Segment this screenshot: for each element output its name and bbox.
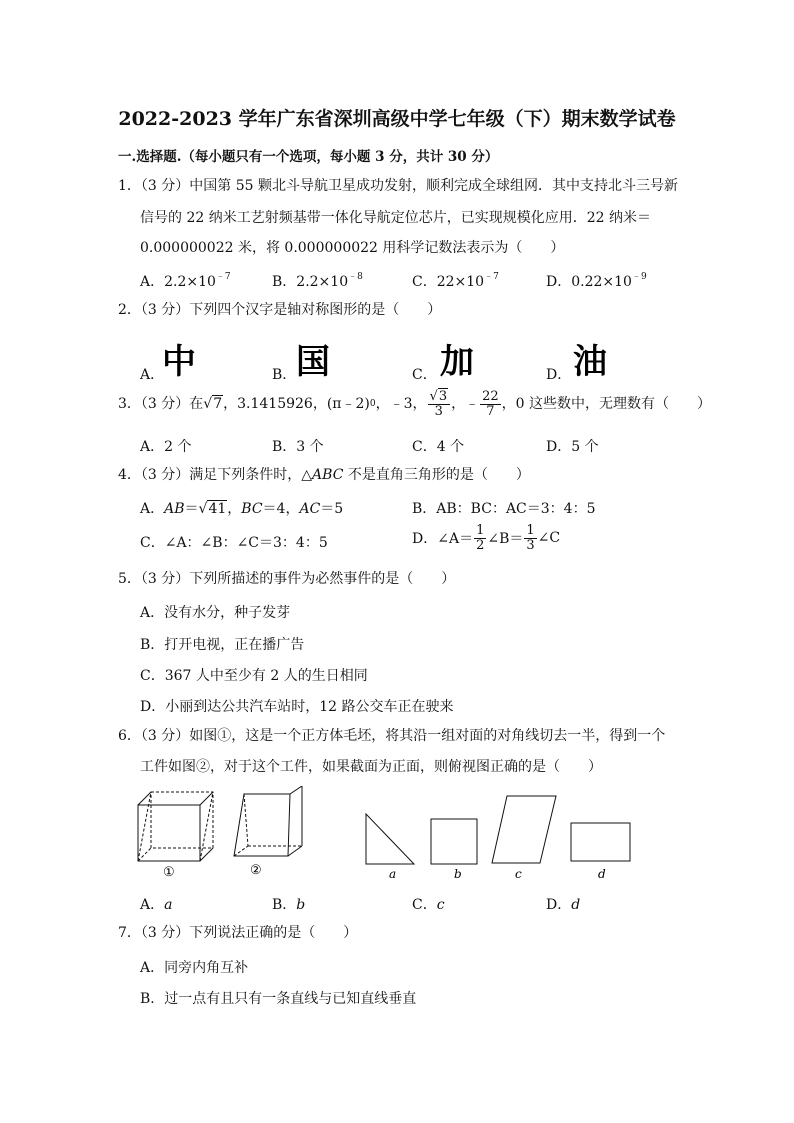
q2-option-a-letter: A． xyxy=(140,367,165,383)
q5-option-b: B．打开电视，正在播广告 xyxy=(140,637,305,653)
q1-option-a: A．$2.2\times 10^{﹣7}$ xyxy=(140,272,231,290)
q2-option-d-letter: D． xyxy=(546,367,572,383)
q1-line3: 0.000000022 米，将 0.000000022 用科学记数法表示为（ ） xyxy=(140,240,565,256)
q3-option-c: C．4 个 xyxy=(412,439,465,455)
q2-stem: 2．（3 分）下列四个汉字是轴对称图形的是（ ） xyxy=(118,302,442,318)
q6-option-c: C．c xyxy=(412,897,445,913)
q6-figures xyxy=(130,786,650,884)
q3-stem: 3．（3 分）在 √7 ，3.1415926，(π﹣2) 0 ，﹣3， $\frac{√3}{3}$ ，﹣ $\frac{22}{7}$ ，0 这些数中，无理数有（ ） xyxy=(118,389,711,419)
q5-option-c: C．367 人中至少有 2 人的生日相同 xyxy=(140,668,368,684)
q6-line1: 6．（3 分）如图①，这是一个正方体毛坯，将其沿一组对面的对角线切去一半，得到一个 xyxy=(118,728,666,744)
q1-option-c: C．$22\times 10^{﹣7}$ xyxy=(412,272,499,290)
q4-option-b: B．AB：BC：AC＝3：4：5 xyxy=(412,501,596,517)
q4-stem: 4．（3 分）满足下列条件时，△ABC 不是直角三角形的是（ ） xyxy=(118,467,530,483)
q2-char-you: 油 xyxy=(573,342,607,382)
q1-option-d: D．$0.22\times 10^{﹣9}$ xyxy=(546,272,647,290)
q2-char-jia: 加 xyxy=(440,342,474,382)
view-d-rectangle xyxy=(571,823,630,861)
q5-option-d: D．小丽到达公共汽车站时，12 路公交车正在驶来 xyxy=(140,699,454,715)
view-c-parallelogram xyxy=(492,796,556,863)
q2-option-c-letter: C． xyxy=(412,367,437,383)
cube-figure xyxy=(138,792,213,861)
q7-option-b: B．过一点有且只有一条直线与已知直线垂直 xyxy=(140,991,417,1007)
fig-c-label: c xyxy=(515,867,522,881)
q2-char-zhong: 中 xyxy=(162,342,196,382)
page-title: 2022-2023 学年广东省深圳高级中学七年级（下）期末数学试卷 xyxy=(118,108,676,130)
fig-b-label: b xyxy=(454,867,462,881)
section-heading: 一.选择题.（每小题只有一个选项，每小题 3 分，共计 30 分） xyxy=(118,149,499,165)
view-a-triangle xyxy=(366,814,414,864)
q6-option-d: D．d xyxy=(546,897,581,913)
q7-option-a: A．同旁内角互补 xyxy=(140,960,249,976)
q5-option-a: A．没有水分，种子发芽 xyxy=(140,605,291,621)
q4-option-d: D．∠A＝ $\frac{1}{2}$ ∠B＝ $\frac{1}{3}$ ∠C xyxy=(412,523,561,553)
q6-option-b: B．b xyxy=(272,897,306,913)
q4-option-a: A．AB＝√41，BC＝4，AC＝5 xyxy=(140,501,344,517)
q2-option-b-letter: B． xyxy=(272,367,297,383)
q3-option-b: B．3 个 xyxy=(272,439,324,455)
fig-a-label: a xyxy=(389,867,397,881)
wedge-figure xyxy=(234,786,302,856)
fig2-label: ② xyxy=(250,863,262,878)
q3-option-d: D．5 个 xyxy=(546,439,599,455)
q3-option-a: A．2 个 xyxy=(140,439,192,455)
fig-d-label: d xyxy=(598,867,606,881)
q5-stem: 5．（3 分）下列所描述的事件为必然事件的是（ ） xyxy=(118,571,456,587)
view-b-square xyxy=(431,819,477,864)
q1-line2: 信号的 22 纳米工艺射频基带一体化导航定位芯片，已实现规模化应用．22 纳米＝ xyxy=(140,210,651,226)
q6-line2: 工件如图②，对于这个工件，如果截面为正面，则俯视图正确的是（ ） xyxy=(140,759,602,775)
fig1-label: ① xyxy=(163,865,175,880)
q2-char-guo: 国 xyxy=(296,342,330,382)
q6-option-a: A．a xyxy=(140,897,173,913)
q7-stem: 7．（3 分）下列说法正确的是（ ） xyxy=(118,925,358,941)
q4-option-c: C．∠A：∠B：∠C＝3：4：5 xyxy=(140,535,328,551)
q1-option-b: B．$2.2\times 10^{﹣8}$ xyxy=(272,272,363,290)
q1-line1: 1．（3 分）中国第 55 颗北斗导航卫星成功发射，顺利完成全球组网．其中支持北斗三号新 xyxy=(118,178,678,194)
